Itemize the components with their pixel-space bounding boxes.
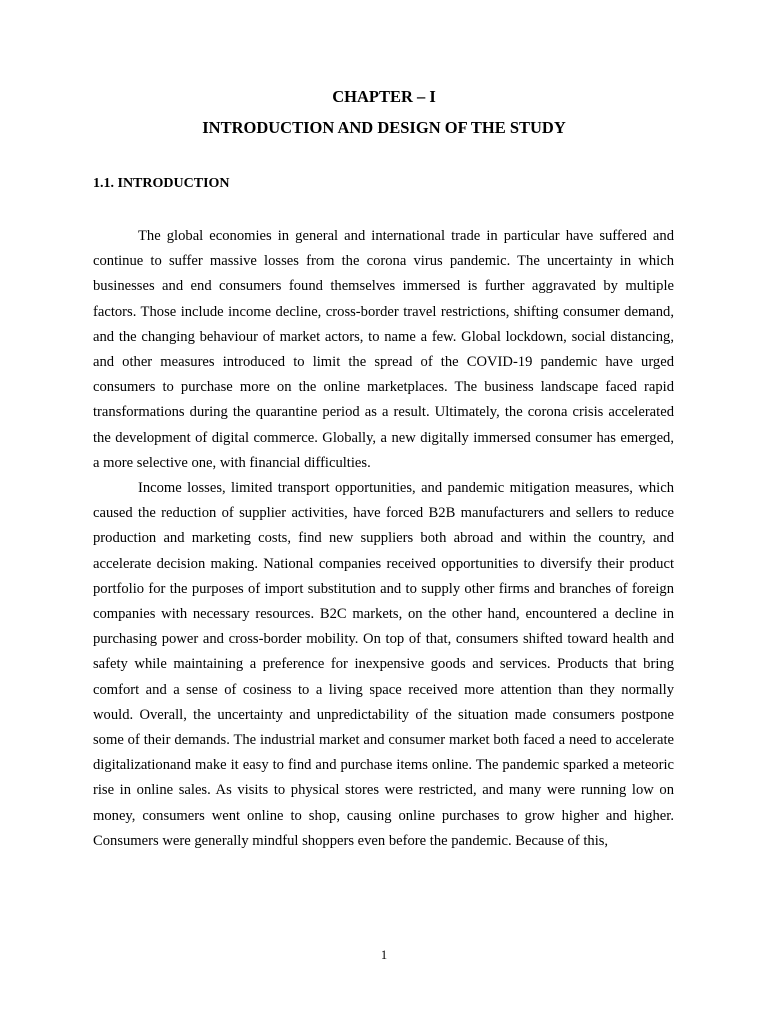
section-heading: 1.1. INTRODUCTION xyxy=(93,176,230,191)
chapter-title: CHAPTER – I xyxy=(332,87,436,106)
paragraph-2: Income losses, limited transport opportunities, and pandemic mitigation measures, which caused the reduction of supplier activities, have forced B2B manufacturers and sellers to reduce production and marketing costs, find new suppliers both abroad and within the country, and accelerate decision making. National companies received opportunities to diversify their product portfolio for the purposes of import substitution and to supply other firms and branches of foreign companies with necessary resources. B2C markets, on the other hand, encountered a decline in purchasing power and cross-border mobility. On top of that, consumers shifted toward health and safety while maintaining a preference for inexpensive goods and services. Products that bring comfort and a sense of cosiness to a living space received more attention than they normally would. Overall, the uncertainty and unpredictability of the situation made consumers postpone some of their demands. The industrial market and consumer market both faced a need to accelerate digitalizationand make it easy to find and purchase items online. The pandemic sparked a meteoric rise in online sales. As visits to physical stores were restricted, and many were running low on money, consumers went online to shop, causing online purchases to grow higher and higher. Consumers were generally mindful shoppers even before the pandemic. Because of this, xyxy=(93,480,674,849)
paragraph-1: The global economies in general and international trade in particular have suffered and continue to suffer massive losses from the corona virus pandemic. The uncertainty in which businesses and end consumers found themselves immersed is further aggravated by multiple factors. Those include income decline, cross-border travel restrictions, shifting consumer demand, and the changing behaviour of market actors, to name a few. Global lockdown, social distancing, and other measures introduced to limit the spread of the COVID-19 pandemic have urged consumers to purchase more on the online marketplaces. The business landscape faced rapid transformations during the quarantine period as a result. Ultimately, the corona crisis accelerated the development of digital commerce. Globally, a new digitally immersed consumer has emerged, a more selective one, with financial difficulties. xyxy=(93,228,674,471)
body-text xyxy=(93,224,674,854)
chapter-subtitle: INTRODUCTION AND DESIGN OF THE STUDY xyxy=(202,118,566,137)
page-number: 1 xyxy=(380,948,388,962)
